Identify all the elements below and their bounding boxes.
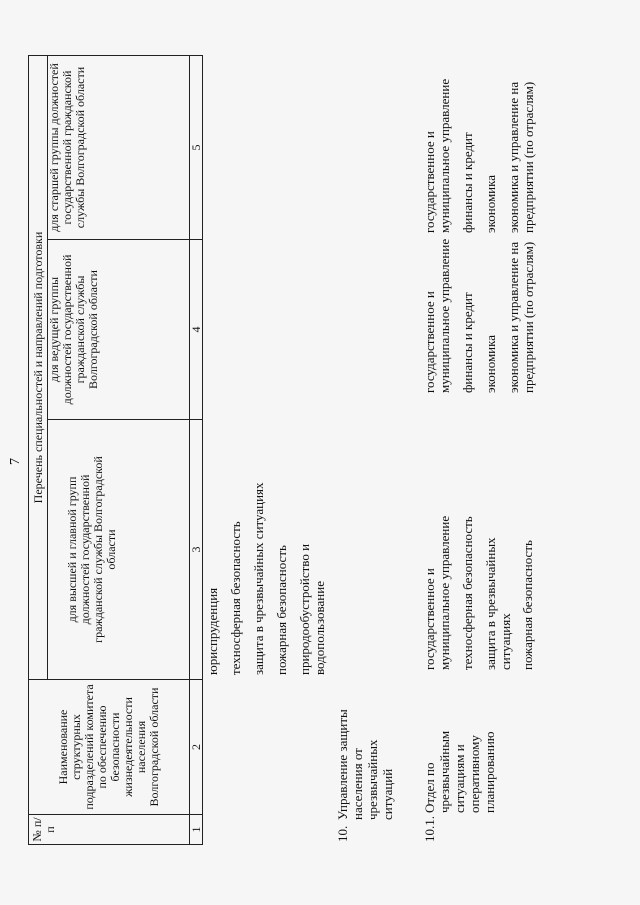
list-item: государственное и муниципальное управление (422, 238, 452, 393)
list-item: природообустройство и водопользование (297, 543, 327, 675)
list-item: защита в чрезвычайных ситуациях (483, 537, 513, 670)
list-item: экономика (483, 174, 498, 233)
header-col-number: № п/п (28, 814, 190, 845)
col-number-2: 2 (189, 679, 203, 815)
header-col-group: Перечень специальностей и направлений подготовки (28, 55, 48, 680)
list-item: финансы и кредит (460, 292, 475, 393)
col-number-3: 3 (189, 419, 203, 680)
section-10-number: 10. (335, 825, 350, 842)
list-item: пожарная безопасность (274, 545, 289, 675)
list-item: экономика и управление на предприятии (по отраслям) (506, 241, 536, 393)
header-col-senior: для старшей группы должностей государственной гражданской службы Волгоградской области (47, 55, 190, 240)
list-item: юриспруденция (205, 587, 220, 675)
col-number-5: 5 (189, 55, 203, 240)
section-10-title: Управление защиты населения от чрезвычайных ситуаций (335, 709, 395, 820)
header-table (28, 55, 203, 845)
list-item: техносферная безопасность (460, 516, 475, 670)
list-item: финансы и кредит (460, 132, 475, 233)
list-item: государственное и муниципальное управление (422, 78, 452, 233)
header-col-highest: для высшей и главной групп должностей государственной гражданской службы Волгоградской области (47, 419, 190, 680)
col-number-4: 4 (189, 239, 203, 420)
section-10-1-title: Отдел по чрезвычайным ситуациям и оперативному планированию (422, 730, 497, 813)
list-item: экономика (483, 334, 498, 393)
section-10-1-number: 10.1. (422, 816, 437, 842)
list-item: техносферная безопасность (228, 521, 243, 675)
list-item: пожарная безопасность (520, 540, 535, 670)
header-col-leading: для ведущей группы должностей государственной гражданской службы Волгоградской области (47, 239, 190, 420)
list-item: экономика и управление на предприятии (по отраслям) (506, 81, 536, 233)
col-number-1: 1 (189, 814, 203, 845)
list-item: государственное и муниципальное управление (422, 515, 452, 670)
list-item: защита в чрезвычайных ситуациях (251, 482, 266, 675)
page-number: 7 (8, 458, 23, 465)
header-col-department: Наименование структурных подразделений комитета по обеспечению безопасности жизнедеятельности населения Волгоградской области (28, 679, 190, 815)
